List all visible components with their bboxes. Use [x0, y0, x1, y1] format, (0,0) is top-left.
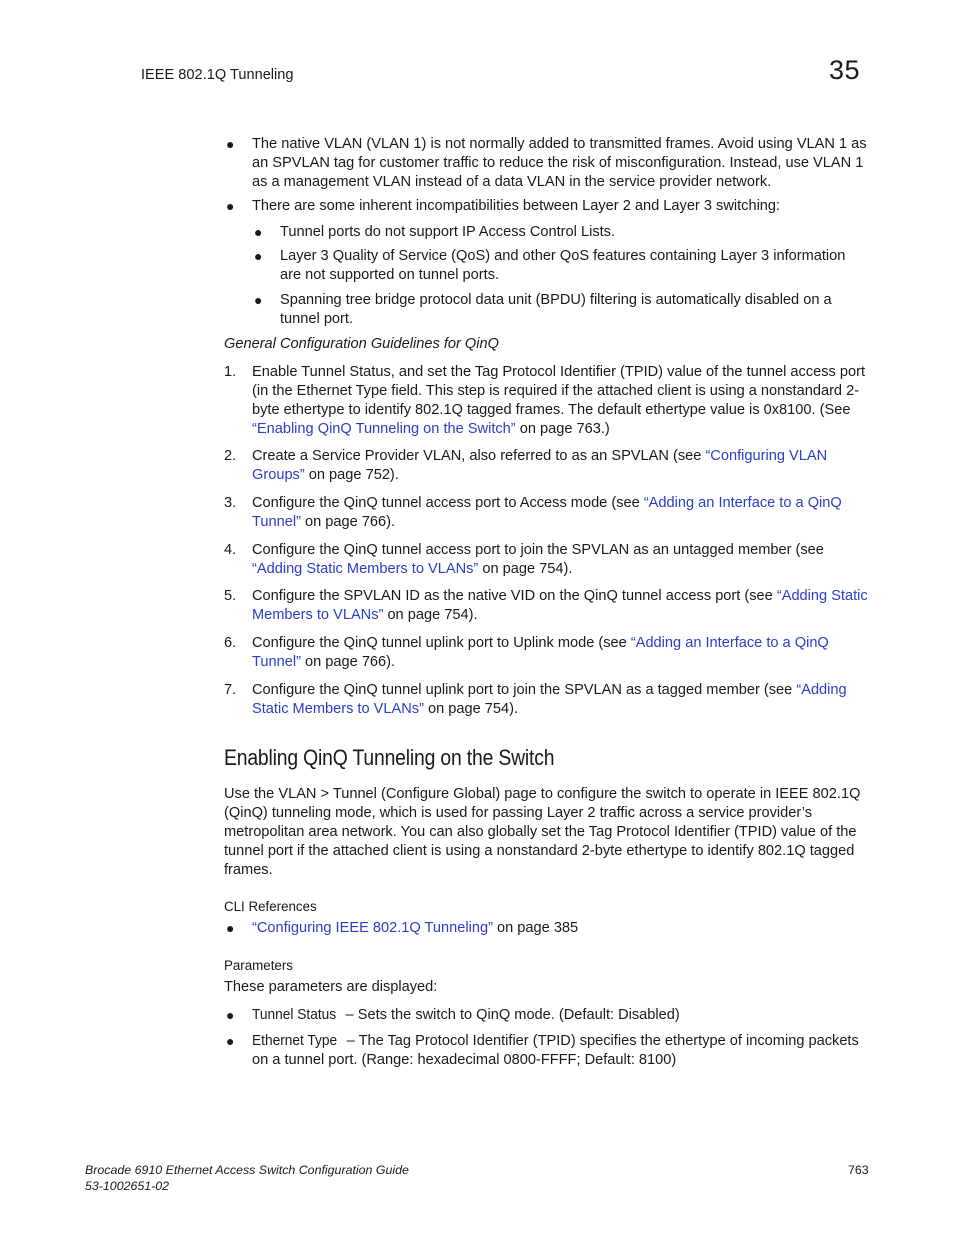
bullet-icon: ● [254, 224, 263, 240]
step-text: Configure the QinQ tunnel uplink port to join the SPVLAN as a tagged member (see [252, 682, 797, 698]
step-link[interactable]: “Adding Static Members to VLANs” [252, 561, 479, 577]
step-text: Configure the SPVLAN ID as the native VID on the QinQ tunnel access port (see [252, 588, 777, 604]
step-text: Configure the QinQ tunnel access port to join the SPVLAN as an untagged member (see [252, 542, 824, 558]
step-number: 7. [224, 682, 237, 698]
running-header-title: IEEE 802.1Q Tunneling [141, 67, 294, 83]
step-link[interactable]: “Adding an Interface to a QinQ Tunnel” [252, 635, 829, 670]
step-number: 5. [224, 588, 237, 604]
step-link[interactable]: “Adding an Interface to a QinQ Tunnel” [252, 495, 842, 530]
step-text-tail: on page 766). [300, 654, 396, 670]
step-text: Configure the QinQ tunnel access port to Access mode (see [252, 495, 644, 511]
step-text-tail: on page 763.) [515, 421, 610, 437]
bullet-text: Spanning tree bridge protocol data unit (BPDU) filtering is automatically disabled on a tunnel port. [280, 292, 832, 327]
parameter-term: Ethernet Type [252, 1033, 338, 1049]
section-heading: Enabling QinQ Tunneling on the Switch [224, 745, 555, 770]
guidelines-heading: General Configuration Guidelines for QinQ [224, 336, 499, 352]
parameter-description: – Sets the switch to QinQ mode. (Default: Disabled) [341, 1007, 680, 1023]
step-link[interactable]: “Configuring VLAN Groups” [252, 448, 828, 483]
step-link[interactable]: “Adding Static Members to VLANs” [252, 682, 847, 717]
section-intro: Use the VLAN > Tunnel (Configure Global) page to configure the switch to operate in IEEE 802.1Q (QinQ) tunneling mode, which is used for passing Layer 2 traffic across a service provider’s metropolitan area network. You can also globally set the Tag Protocol Identifier (TPID) value of the tunnel port if the attached client is using a nonstandard 2-byte ethertype to identify 802.1Q tagged frames. [224, 786, 861, 878]
bullet-text: There are some inherent incompatibilities between Layer 2 and Layer 3 switching: [252, 198, 781, 214]
parameters-heading: Parameters [224, 958, 293, 974]
step-text-tail: on page 754). [478, 561, 573, 577]
step-number: 6. [224, 635, 237, 651]
step-text: Create a Service Provider VLAN, also referred to as an SPVLAN (see [252, 448, 706, 464]
bullet-icon: ● [226, 1007, 235, 1023]
step-number: 2. [224, 448, 237, 464]
bullet-text: Layer 3 Quality of Service (QoS) and other QoS features containing Layer 3 information are not supported on tunnel ports. [280, 248, 846, 283]
bullet-icon: ● [254, 248, 263, 264]
bullet-text: The native VLAN (VLAN 1) is not normally added to transmitted frames. Avoid using VLAN 1 as an SPVLAN tag for customer traffic to reduce the risk of misconfiguration. Instead, use VLAN 1 as a management VLAN instead of a data VLAN in the service provider network. [252, 136, 867, 190]
parameter-description: – The Tag Protocol Identifier (TPID) specifies the ethertype of incoming packets on a tunnel port. (Range: hexadecimal 0800-FFFF; Default: 8100) [252, 1033, 859, 1068]
bullet-icon: ● [226, 1033, 235, 1049]
bullet-icon: ● [254, 292, 263, 308]
footer-doc-number: 53-1002651-02 [85, 1179, 170, 1193]
footer-guide-title: Brocade 6910 Ethernet Access Switch Configuration Guide [85, 1163, 409, 1177]
cli-reference-page: on page 385 [492, 920, 579, 936]
bullet-icon: ● [226, 198, 235, 214]
step-link[interactable]: “Enabling QinQ Tunneling on the Switch” [252, 421, 516, 437]
bullet-text: Tunnel ports do not support IP Access Control Lists. [280, 224, 616, 240]
bullet-icon: ● [226, 920, 235, 936]
bullet-icon: ● [226, 136, 235, 152]
cli-references-heading: CLI References [224, 899, 317, 915]
step-text: Configure the QinQ tunnel uplink port to Uplink mode (see [252, 635, 631, 651]
step-text-tail: on page 752). [304, 467, 399, 483]
chapter-number: 35 [829, 55, 861, 85]
parameters-intro: These parameters are displayed: [224, 979, 438, 995]
step-number: 4. [224, 542, 237, 558]
step-text-tail: on page 766). [300, 514, 396, 530]
footer-page-number: 763 [848, 1163, 869, 1177]
step-number: 1. [224, 364, 237, 380]
step-text: Enable Tunnel Status, and set the Tag Protocol Identifier (TPID) value of the tunnel access port (in the Ethernet Type field. This step is required if the attached client is using a nonstandard 2-byte ethertype to identify 802.1Q tagged frames. The default ethertype value is 0x8100. (See [252, 364, 866, 418]
step-text-tail: on page 754). [423, 701, 519, 717]
step-link[interactable]: “Adding Static Members to VLANs” [252, 588, 868, 623]
parameter-term: Tunnel Status [252, 1007, 337, 1023]
step-number: 3. [224, 495, 237, 511]
cli-reference-link[interactable]: “Configuring IEEE 802.1Q Tunneling” [252, 920, 493, 936]
step-text-tail: on page 754). [383, 607, 478, 623]
